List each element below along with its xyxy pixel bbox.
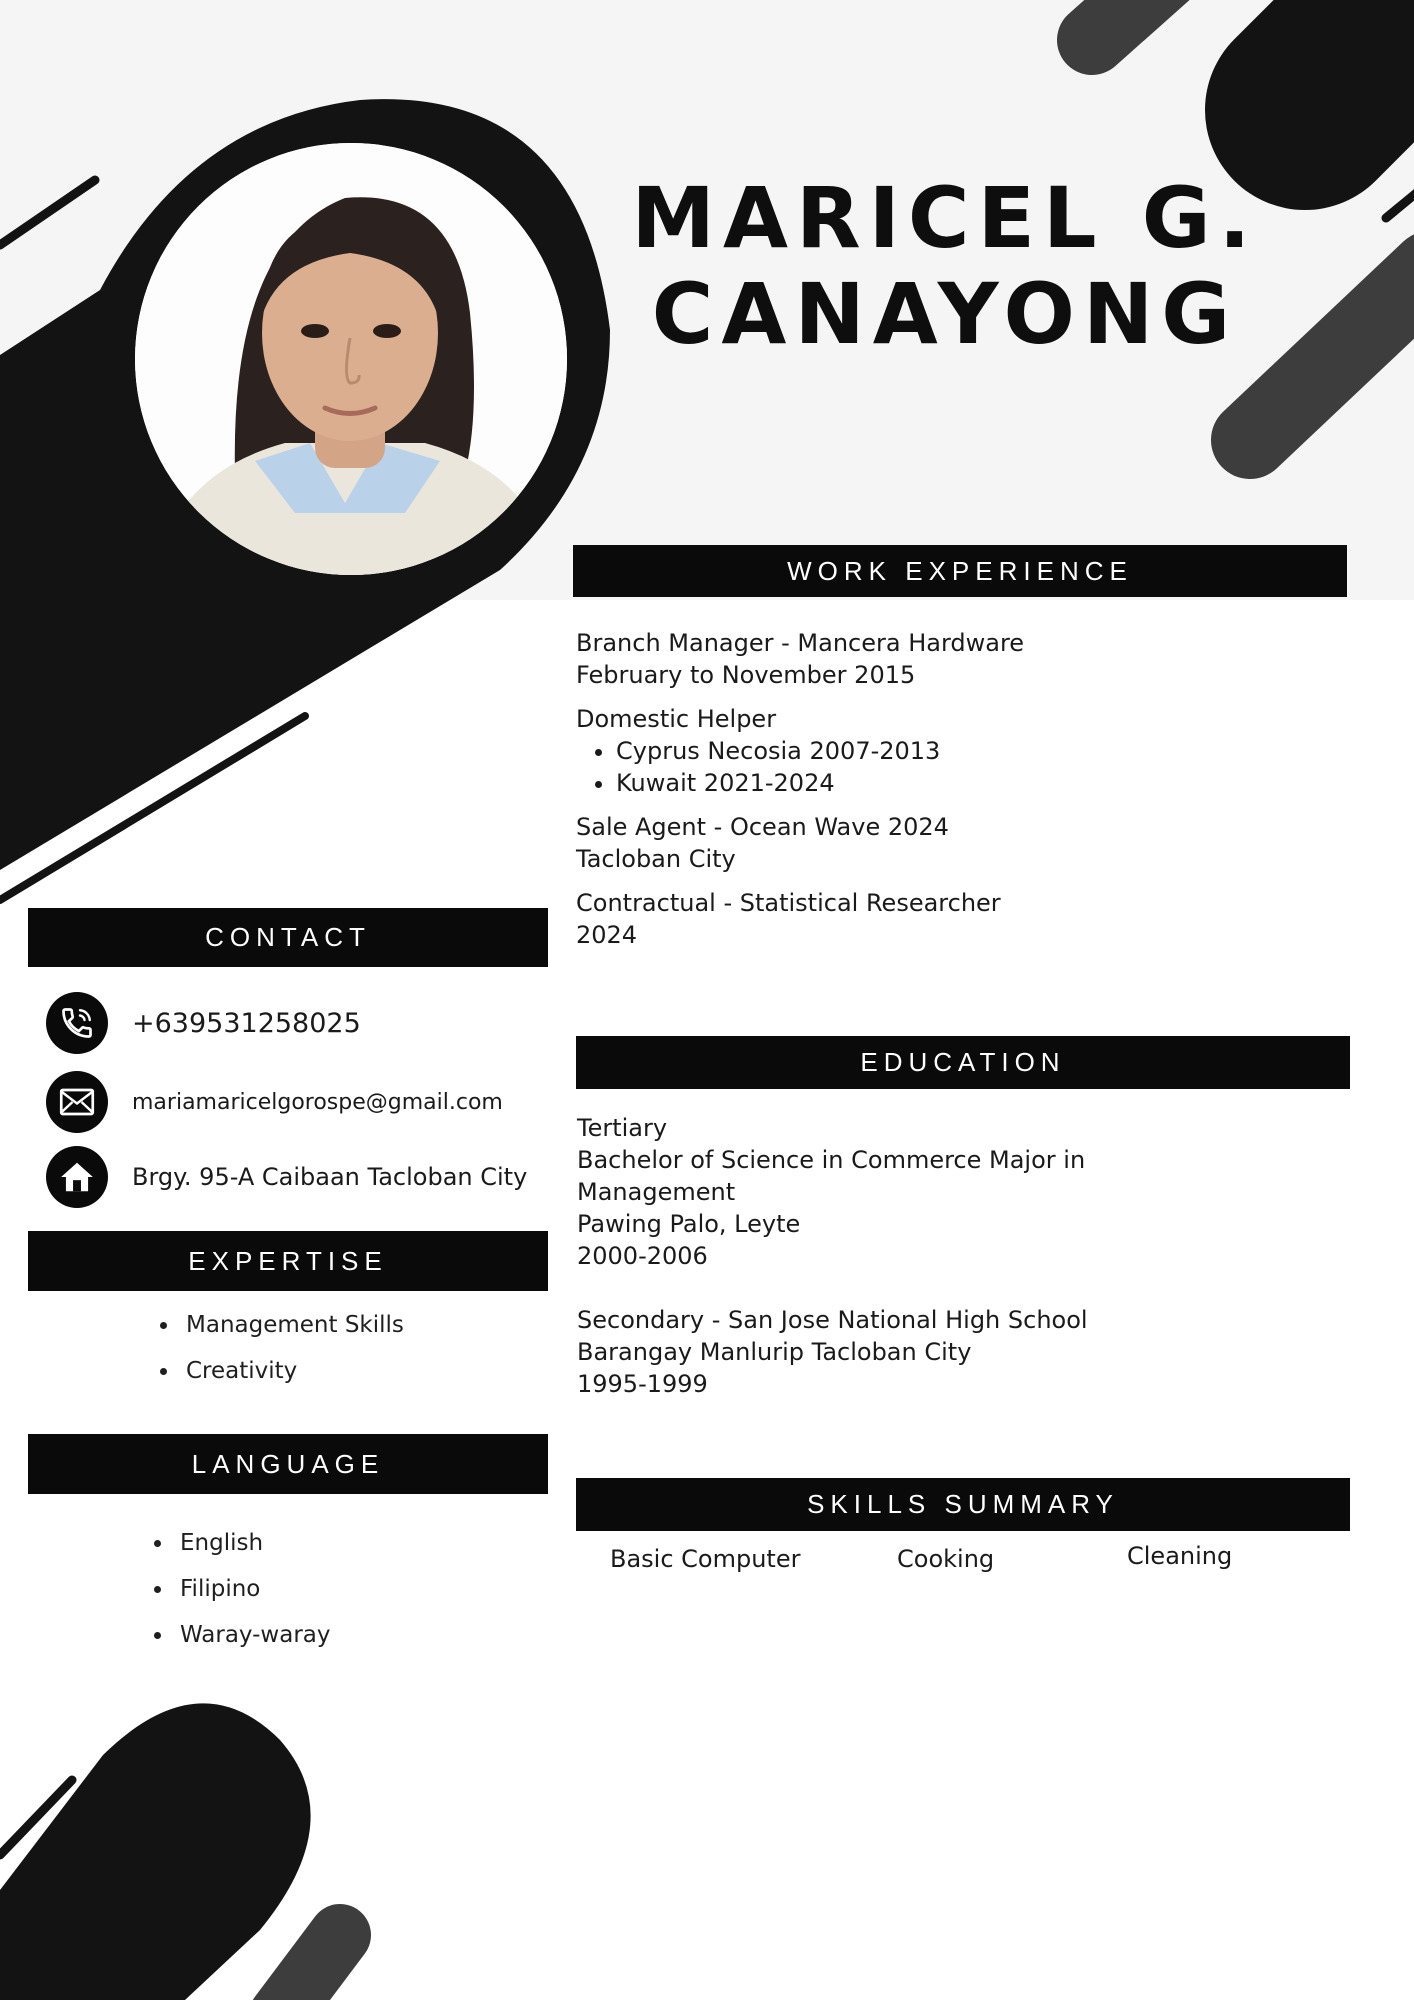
- job-2-locations: [576, 735, 1336, 799]
- phone-icon: [46, 992, 108, 1054]
- skill-item: Cleaning: [1127, 1542, 1233, 1570]
- contact-heading: CONTACT: [28, 908, 548, 967]
- job-3-title: Sale Agent - Ocean Wave 2024: [576, 813, 949, 841]
- secondary-school: Secondary - San Jose National High School: [577, 1306, 1088, 1334]
- work-experience-heading: WORK EXPERIENCE: [573, 545, 1347, 597]
- gray-capsule-bottom: [280, 1935, 340, 2000]
- education-level-tertiary: Tertiary: [577, 1114, 668, 1142]
- job-1-title: Branch Manager - Mancera Hardware: [576, 629, 1025, 657]
- home-address: Brgy. 95-A Caibaan Tacloban City: [132, 1163, 528, 1191]
- name-line-2: CANAYONG: [651, 265, 1239, 363]
- mail-icon: [46, 1071, 108, 1133]
- contact-address: [46, 1146, 527, 1208]
- degree: Bachelor of Science in Commerce Major in: [577, 1146, 1086, 1174]
- expertise-list: [140, 1302, 404, 1394]
- language-heading: LANGUAGE: [28, 1434, 548, 1494]
- profile-photo: [135, 143, 567, 575]
- list-item: • Filipino: [174, 1566, 331, 1612]
- job-4-date: 2024: [576, 921, 638, 949]
- black-capsule-bottom-left: [0, 1703, 311, 2000]
- job-3-location: Tacloban City: [576, 845, 736, 873]
- expertise-heading: EXPERTISE: [28, 1231, 548, 1291]
- secondary-location: Barangay Manlurip Tacloban City: [577, 1338, 972, 1366]
- candidate-name: [590, 170, 1300, 362]
- education-heading: EDUCATION: [576, 1036, 1350, 1089]
- home-icon: [46, 1146, 108, 1208]
- name-line-1: MARICEL G.: [631, 169, 1259, 267]
- black-capsule-top-right: [1305, 0, 1414, 110]
- gray-capsule-top: [1092, 0, 1165, 40]
- language-list: [134, 1520, 331, 1658]
- list-item: • Kuwait 2021-2024: [616, 767, 1336, 799]
- secondary-years: 1995-1999: [577, 1370, 708, 1398]
- education-details: [577, 1112, 1337, 1400]
- tertiary-location: Pawing Palo, Leyte: [577, 1210, 801, 1238]
- skills-summary-heading: SKILLS SUMMARY: [576, 1478, 1350, 1531]
- list-item: • Waray-waray: [174, 1612, 331, 1658]
- thin-stripe-top-left: [0, 180, 95, 245]
- degree-major: Management: [577, 1178, 736, 1206]
- contact-email: [46, 1071, 503, 1133]
- skill-item: Cooking: [897, 1545, 995, 1573]
- phone-number[interactable]: +639531258025: [132, 1007, 361, 1039]
- job-2-title: Domestic Helper: [576, 705, 777, 733]
- list-item: • English: [174, 1520, 331, 1566]
- email-address[interactable]: mariamaricelgorospe@gmail.com: [132, 1089, 503, 1115]
- job-4-title: Contractual - Statistical Researcher: [576, 889, 1001, 917]
- work-experience-list: [576, 627, 1336, 951]
- list-item: • Management Skills: [180, 1302, 404, 1348]
- skill-item: Basic Computer: [610, 1545, 801, 1573]
- list-item: • Cyprus Necosia 2007-2013: [616, 735, 1336, 767]
- left-eye: [301, 324, 329, 338]
- job-1-date: February to November 2015: [576, 661, 916, 689]
- list-item: • Creativity: [180, 1348, 404, 1394]
- right-eye: [373, 324, 401, 338]
- tertiary-years: 2000-2006: [577, 1242, 708, 1270]
- thin-stripe-right: [1386, 190, 1414, 218]
- portrait-illustration: [135, 143, 567, 575]
- contact-phone: [46, 992, 361, 1054]
